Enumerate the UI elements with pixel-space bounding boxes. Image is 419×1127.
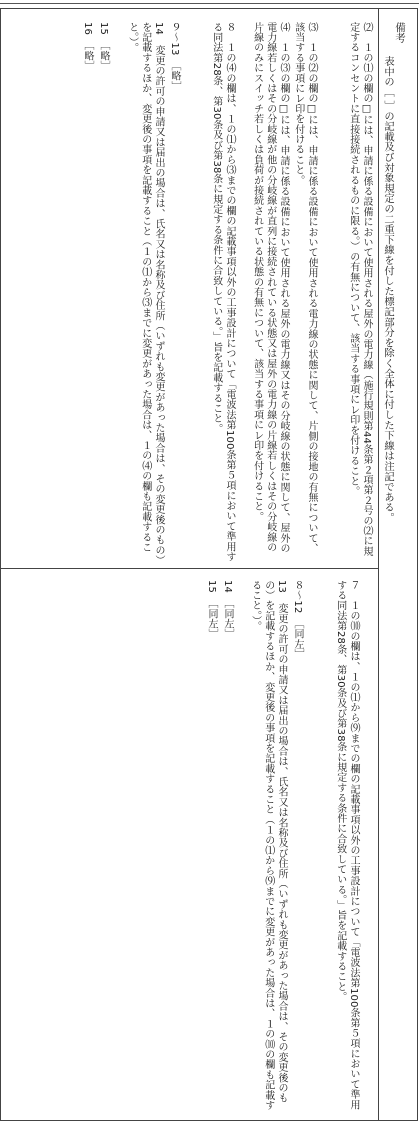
remarks-note: 表中の［ ］の記載及び対象規定の二重下線を付した標記部分を除く全体に付した下線は注記である。 [382, 56, 394, 523]
upper-item-14: 14 変更の許可の申請又は届出の場合は、氏名又は名称及び住所（いずれも変更があった場合は、その変更後のもの）を記載するほか、変更後の事項を記載すること（１の⑴から⑶までに変更があった場合は、１の⑷の欄も記載すること。）。 [126, 22, 164, 561]
upper-item-16: 16 ［略］ [82, 22, 93, 71]
section-divider [0, 568, 378, 569]
lower-item-14: 14 ［同左］ [222, 580, 233, 640]
lower-item-7: ７ １の⑽の欄は、１の⑴から⑼までの欄の記載事項以外の工事設計について「電波法第100条第５項において準用する同法第28条、第30条及び第38条に規定する条件に合致している。」旨を記載すること。 [334, 580, 359, 1110]
top-rule [0, 3, 419, 4]
remarks-label: 備考 [394, 22, 406, 43]
upper-item-2: ⑵ １の⑴の欄の□には、申請に係る設備において使用される屋外の電力線（施行規則第44条第２項第２号の⑵に規定するコンセントに直接接続されるものに限る。）の有無について、該当する事項にレ印を付けること。 [347, 22, 372, 557]
upper-item-8: ８ １の⑷の欄は、１の⑴から⑶までの欄の記載事項以外の工事設計について「電波法第100条第５項において準用する同法第28条、第30条及び第38条に規定する条件に合致している。」旨を記載すること。 [210, 22, 235, 562]
lower-item-13: 13 変更の許可の申請又は届出の場合は、氏名又は名称及び住所（いずれも変更があった場合は、その変更後のもの）を記載するほか、変更後の事項を記載すること（１の⑴から⑼までに変更があった場合は、１の⑽の欄も記載すること。）。 [249, 580, 287, 1111]
upper-item-4: ⑷ １の⑶の欄の□には、申請に係る設備において使用される屋外の電力線又はその分岐線の状態に関して、屋外の電力線若しくはその分岐線が他の分岐線が直列に接続されている状態又は屋外の電力線の片線若しくはその分岐線の片線のみにスイッチ若しくは負荷が接続されている状態の有無について、該当する事項にレ印を付けること。 [251, 22, 289, 554]
remarks-column [378, 8, 418, 1121]
lower-item-8-12: ８～12 ［同左］ [292, 580, 303, 660]
lower-item-15: 15 ［同左］ [206, 580, 217, 640]
upper-item-3: ⑶ １の⑵の欄の□には、申請に係る設備において使用される電力線の状態に関して、片側の接地の有無について、該当する事項にレ印を付けること。 [292, 22, 317, 554]
upper-item-15: 15 ［略］ [98, 22, 109, 71]
upper-item-9-13: ９～13 ［略］ [169, 22, 180, 92]
